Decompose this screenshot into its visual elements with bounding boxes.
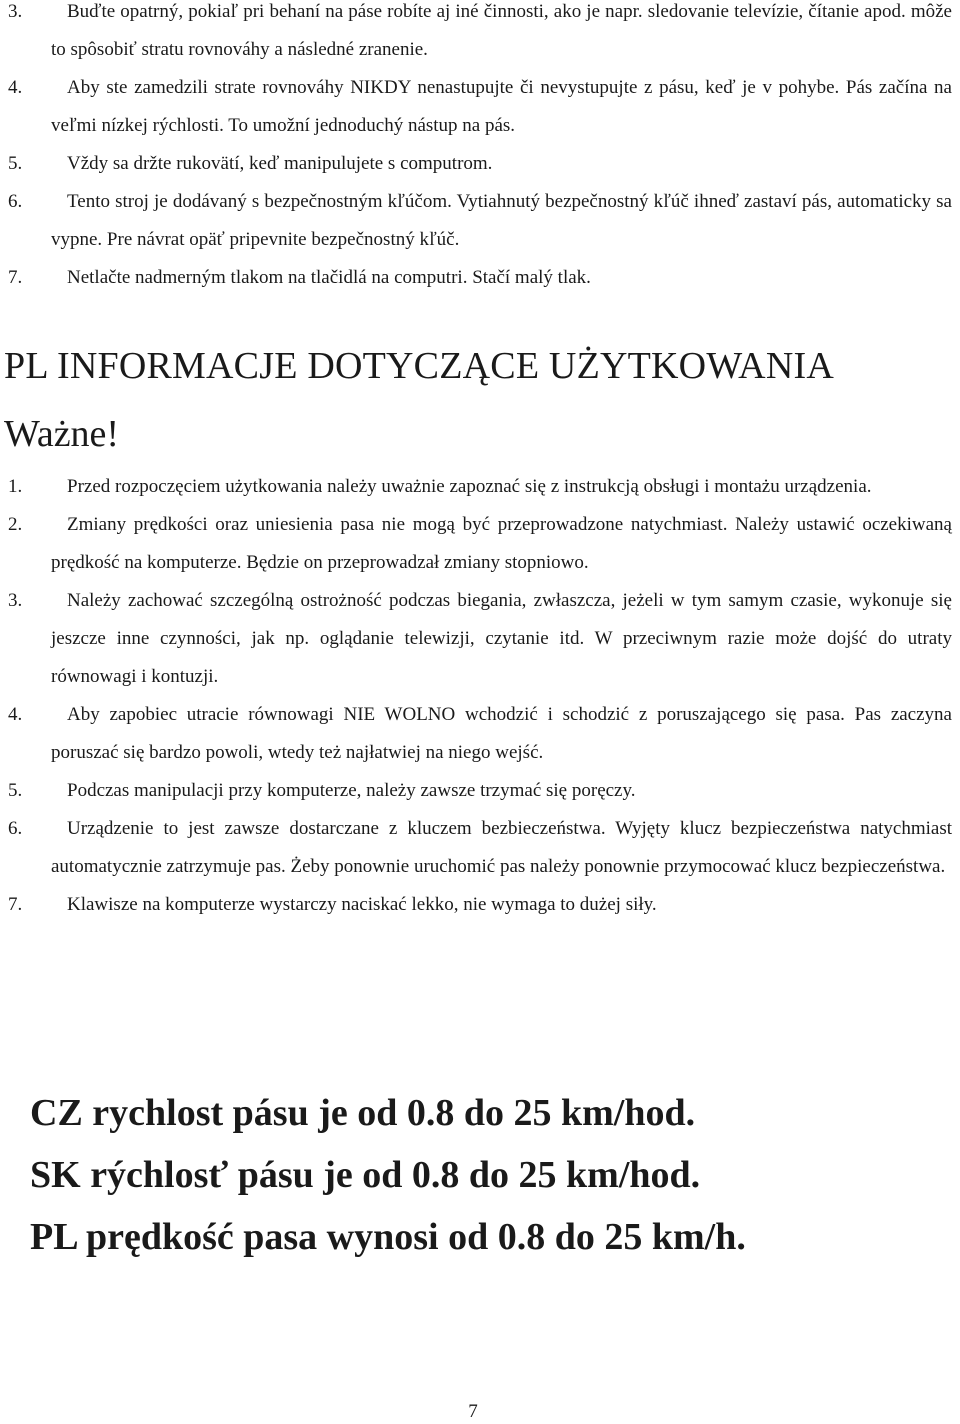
item-text: Klawisze na komputerze wystarczy naciskać lekko, nie wymaga to dużej siły. [67,894,657,915]
item-text: Netlačte nadmerným tlakom na tlačidlá na computri. Stačí malý tlak. [67,267,591,288]
belt-speed-block [30,1082,746,1268]
list-item [0,810,956,886]
list-item [0,772,956,810]
item-text: Urządzenie to jest zawsze dostarczane z kluczem bezbieczeństwa. Wyjęty klucz bezpieczeństwa natychmiast automatycznie zatrzymuje pas. Żeby ponownie uruchomić pas należy ponownie przymocować klucz bezpieczeństwa. [51,818,952,877]
item-number: 4. [8,77,23,98]
list-item [0,183,956,259]
item-number: 6. [8,818,23,839]
item-text: Aby ste zamedzili strate rovnováhy NIKDY nenastupujte či nevystupujte z pásu, keď je v pohybe. Pás začína na veľmi nízkej rýchlosti. To umožní jednoduchý nástup na pás. [51,77,952,136]
list-item [0,145,956,183]
item-number: 5. [8,153,23,174]
item-text: Przed rozpoczęciem użytkowania należy uważnie zapoznać się z instrukcją obsługi i montażu urządzenia. [67,476,872,497]
list-item [0,506,956,582]
item-text: Tento stroj je dodávaný s bezpečnostným kľúčom. Vytiahnutý bezpečnostný kľúč ihneď zastaví pás, automaticky sa vypne. Pre návrat opäť pripevnite bezpečnostný kľúč. [51,191,952,250]
item-number: 7. [8,267,23,288]
speed-pl: PL prędkość pasa wynosi od 0.8 do 25 km/h. [30,1216,746,1258]
item-number: 3. [8,1,23,22]
item-number: 3. [8,590,23,611]
item-number: 7. [8,894,23,915]
item-text: Buďte opatrný, pokiaľ pri behaní na páse robíte aj iné činnosti, ako je napr. sledovanie televízie, čítanie apod. môže to spôsobiť stratu rovnováhy a následné zranenie. [51,1,952,60]
list-item [0,259,956,297]
sk-safety-list [0,0,956,297]
item-number: 2. [8,514,23,535]
item-number: 4. [8,704,23,725]
page-number: 7 [468,1401,478,1422]
pl-important-heading: Ważne! [4,413,120,455]
item-number: 1. [8,476,23,497]
speed-cz: CZ rychlost pásu je od 0.8 do 25 km/hod. [30,1092,696,1134]
pl-section-heading: PL INFORMACJE DOTYCZĄCE UŻYTKOWANIA [4,345,834,387]
item-text: Vždy sa držte rukovätí, keď manipulujete s computrom. [67,153,493,174]
item-number: 6. [8,191,23,212]
pl-safety-list [0,468,956,924]
item-text: Zmiany prędkości oraz uniesienia pasa nie mogą być przeprowadzone natychmiast. Należy ustawić oczekiwaną prędkość na komputerze. Będzie on przeprowadzał zmiany stopniowo. [51,514,952,573]
item-number: 5. [8,780,23,801]
list-item [0,69,956,145]
list-item [0,0,956,69]
list-item [0,582,956,696]
item-text: Podczas manipulacji przy komputerze, należy zawsze trzymać się poręczy. [67,780,636,801]
item-text: Aby zapobiec utracie równowagi NIE WOLNO wchodzić i schodzić z poruszającego się pasa. Pas zaczyna poruszać się bardzo powoli, wtedy też najłatwiej na niego wejść. [51,704,952,763]
list-item [0,468,956,506]
list-item [0,886,956,924]
speed-sk: SK rýchlosť pásu je od 0.8 do 25 km/hod. [30,1154,701,1196]
item-text: Należy zachować szczególną ostrożność podczas biegania, zwłaszcza, jeżeli w tym samym czasie, wykonuje się jeszcze inne czynności, jak np. oglądanie telewizji, czytanie itd. W przeciwnym razie może dojść do utraty równowagi i kontuzji. [51,590,952,687]
list-item [0,696,956,772]
